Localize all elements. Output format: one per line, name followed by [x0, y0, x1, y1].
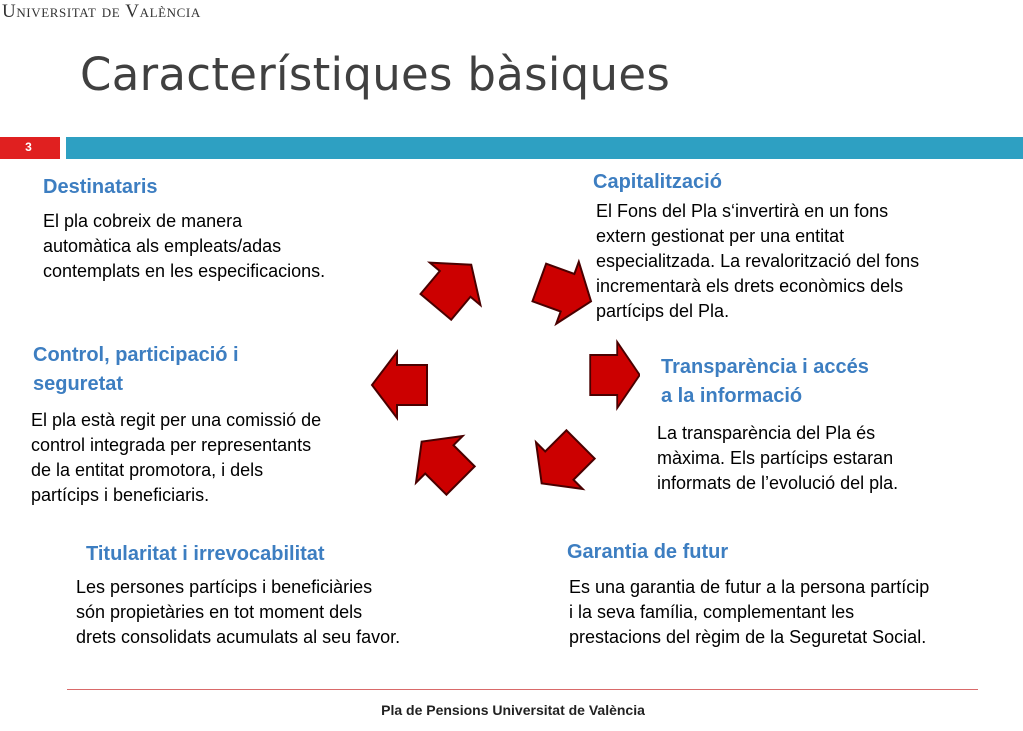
text-line: automàtica als empleats/adas	[43, 236, 282, 256]
arrow-bottom-left-icon	[398, 418, 484, 504]
footer-divider	[67, 689, 978, 690]
text-line: Les persones partícips i beneficiàries	[76, 577, 373, 597]
text-line: especialitzada. La revalorització del fons	[596, 251, 920, 271]
heading-control	[33, 341, 239, 399]
cycle-arrows-diagram	[370, 250, 640, 520]
heading-line: seguretat	[33, 373, 124, 395]
text-line: i la seva família, complementant les	[569, 602, 855, 622]
arrow-bottom-right-icon	[518, 421, 604, 507]
heading-line: Transparència i accés	[661, 356, 869, 378]
text-transparencia	[657, 421, 898, 496]
heading-destinataris: Destinataris	[43, 176, 158, 198]
heading-transparencia	[661, 353, 869, 411]
page-title: Característiques bàsiques	[80, 48, 671, 101]
text-line: El Fons del Pla s‘invertirà en un fons	[596, 201, 889, 221]
university-logo: Universitat de València	[2, 1, 201, 22]
heading-line: Control, participació i	[33, 344, 239, 366]
slide-number-badge	[0, 137, 60, 159]
text-line: incrementarà els drets econòmics dels	[596, 276, 904, 296]
arrow-top-right-icon	[528, 251, 602, 332]
heading-capitalitzacio: Capitalització	[593, 171, 722, 193]
arrow-right-icon	[590, 342, 640, 408]
text-titularitat	[76, 575, 400, 650]
text-line: de la entitat promotora, i dels	[31, 460, 264, 480]
text-line: màxima. Els partícips estaran	[657, 448, 894, 468]
text-capitalitzacio	[596, 199, 919, 324]
heading-line: a la informació	[661, 385, 803, 407]
text-line: partícips i beneficiaris.	[31, 485, 210, 505]
footer-text: Pla de Pensions Universitat de València	[381, 702, 645, 718]
text-line: extern gestionat per una entitat	[596, 226, 845, 246]
arrow-left-icon	[372, 352, 427, 418]
footer	[0, 702, 1023, 718]
text-line: La transparència del Pla és	[657, 423, 876, 443]
text-line: contemplats en les especificacions.	[43, 261, 326, 281]
text-line: partícips del Pla.	[596, 301, 730, 321]
text-control	[31, 408, 321, 508]
text-garantia	[569, 575, 929, 650]
slide-number: 3	[25, 140, 32, 154]
text-line: El pla està regit per una comissió de	[31, 410, 322, 430]
text-line: Es una garantia de futur a la persona partícip	[569, 577, 930, 597]
arrow-top-left-icon	[411, 250, 497, 328]
text-destinataris	[43, 209, 325, 284]
text-line: drets consolidats acumulats al seu favor.	[76, 627, 401, 647]
text-line: són propietàries en tot moment dels	[76, 602, 363, 622]
text-line: control integrada per representants	[31, 435, 312, 455]
heading-titularitat: Titularitat i irrevocabilitat	[86, 543, 325, 565]
text-line: informats de l’evolució del pla.	[657, 473, 899, 493]
heading-garantia: Garantia de futur	[567, 541, 729, 563]
text-line: prestacions del règim de la Seguretat Social.	[569, 627, 927, 647]
title-divider-bar	[66, 137, 1023, 159]
text-line: El pla cobreix de manera	[43, 211, 243, 231]
